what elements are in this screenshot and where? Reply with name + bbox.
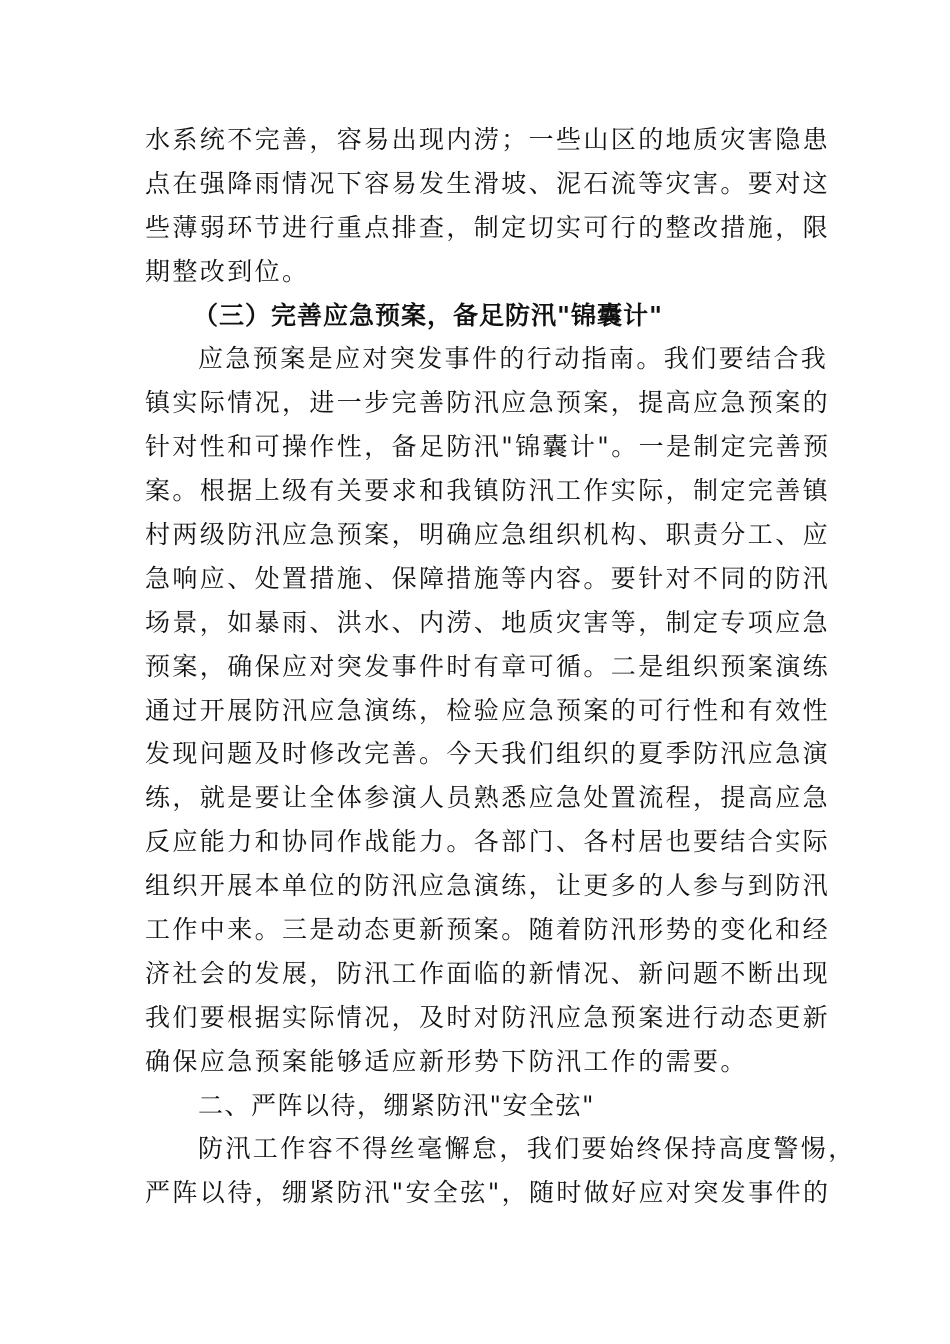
body-text-line: 严阵以待，绷紧防汛"安全弦"，随时做好应对突发事件的: [145, 1178, 831, 1208]
paragraph-first-line: 防汛工作容不得丝毫懈怠，我们要始终保持高度警惕，: [198, 1134, 856, 1164]
section-heading-3: （三）完善应急预案，备足防汛"锦囊计": [193, 300, 664, 330]
section-heading-2: 二、严阵以待，绷紧防汛"安全弦": [198, 1090, 595, 1120]
body-text-line: 反应能力和协同作战能力。各部门、各村居也要结合实际: [145, 827, 831, 857]
body-text-line: 针对性和可操作性，备足防汛"锦囊计"。一是制定完善预: [145, 432, 831, 462]
body-text-line: 点在强降雨情况下容易发生滑坡、泥石流等灾害。要对这: [145, 168, 831, 198]
body-text-line: 案。根据上级有关要求和我镇防汛工作实际，制定完善镇: [145, 476, 831, 506]
body-text-line: 确保应急预案能够适应新形势下防汛工作的需要。: [145, 1046, 748, 1076]
body-text-line: 工作中来。三是动态更新预案。随着防汛形势的变化和经: [145, 915, 831, 945]
body-text-line: 发现问题及时修改完善。今天我们组织的夏季防汛应急演: [145, 739, 831, 769]
body-text-line: 我们要根据实际情况，及时对防汛应急预案进行动态更新: [145, 1002, 831, 1032]
paragraph-first-line: 应急预案是应对突发事件的行动指南。我们要结合我: [198, 344, 829, 374]
body-text-line: 通过开展防汛应急演练，检验应急预案的可行性和有效性: [145, 695, 831, 725]
document-body: [145, 118, 856, 1215]
body-text-line: 期整改到位。: [145, 256, 310, 286]
body-text-line: 急响应、处置措施、保障措施等内容。要针对不同的防汛: [145, 563, 831, 593]
body-text-line: 些薄弱环节进行重点排查，制定切实可行的整改措施，限: [145, 212, 831, 242]
body-text-line: 镇实际情况，进一步完善防汛应急预案，提高应急预案的: [145, 388, 831, 418]
body-text-line: 水系统不完善，容易出现内涝；一些山区的地质灾害隐患: [145, 125, 831, 154]
body-text-line: 村两级防汛应急预案，明确应急组织机构、职责分工、应: [145, 520, 831, 550]
body-text-line: 练，就是要让全体参演人员熟悉应急处置流程，提高应急: [145, 783, 831, 813]
body-text-line: 预案，确保应对突发事件时有章可循。二是组织预案演练: [145, 651, 831, 681]
body-text-line: 组织开展本单位的防汛应急演练，让更多的人参与到防汛: [145, 871, 831, 901]
body-text-line: 济社会的发展，防汛工作面临的新情况、新问题不断出现: [145, 958, 831, 988]
body-text-line: 场景，如暴雨、洪水、内涝、地质灾害等，制定专项应急: [145, 607, 831, 637]
